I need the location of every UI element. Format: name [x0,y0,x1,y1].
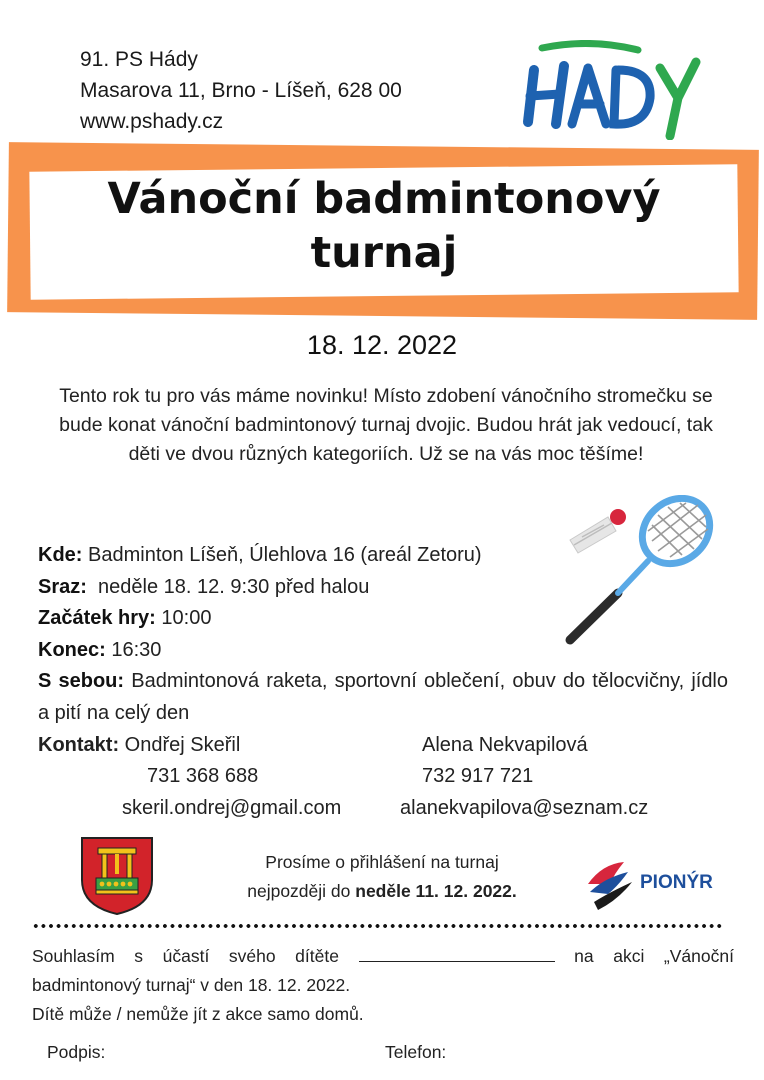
registration-notice [200,848,564,906]
event-title [30,172,738,280]
start-label: Začátek hry: [38,607,156,629]
signature-label[interactable]: Podpis: [47,1042,106,1062]
event-title-line1: Vánoční badmintonový [107,174,661,224]
notice-line2-prefix: nejpozději do [247,881,351,901]
contact-person1-name: Ondřej Skeřil [124,734,241,756]
bring-value: Badmintonová raketa, sportovní oblečení, obuv do tělocvičny, jídlo a pití na celý den [38,670,729,724]
contact-person2-name: Alena Nekvapilová [422,734,588,756]
dotted-separator [32,922,722,934]
organization-address: Masarova 11, Brno - Líšeň, 628 00 [80,79,402,102]
contact-person2-email[interactable]: alanekvapilova@seznam.cz [400,797,649,819]
contact-person1-row [38,734,240,757]
start-value: 10:00 [161,607,212,629]
pionyr-logo-icon [584,858,636,912]
contact-person2-phone[interactable]: 732 917 721 [422,765,534,787]
consent-line2: badmintonový turnaj“ v den 18. 12. 2022. [32,975,351,995]
contact-person1-phone[interactable]: 731 368 688 [147,765,259,787]
hady-logo [520,40,710,140]
where-value: Badminton Líšeň, Úlehlova 16 (areál Zetoru) [88,544,482,566]
consent-part2: na akci „Vánoční [574,946,734,966]
intro-text: Tento rok tu pro vás máme novinku! Místo zdobení vánočního stromečku se bude konat vánoční badmintonový turnaj dvojic. Budou hrát jak vedoucí, tak děti ve dvou různých kategoriích. Už se na vás moc těšíme! [59,385,713,465]
phone-label[interactable]: Telefon: [385,1042,447,1062]
notice-deadline: neděle 11. 12. 2022. [355,881,517,901]
organization-website[interactable]: www.pshady.cz [80,110,224,133]
notice-line2 [200,877,564,906]
end-value: 16:30 [111,638,162,661]
where-row [38,540,728,572]
meet-row [38,572,728,604]
consent-form [32,942,734,1029]
start-row [38,603,728,635]
where-label: Kde: [38,544,83,566]
organization-info [80,44,402,137]
contact-label: Kontakt: [38,734,120,756]
notice-line1: Prosíme o přihlášení na turnaj [265,852,499,872]
pionyr-logo-text: PIONÝR [640,872,713,893]
end-label: Konec: [38,638,106,661]
coat-of-arms-icon [80,836,154,916]
contact-person1-email[interactable]: skeril.ondrej@gmail.com [122,797,342,819]
bring-label: S sebou: [38,670,125,692]
child-name-blank[interactable] [359,944,555,962]
meet-label: Sraz: [38,575,87,598]
consent-line1 [32,942,734,971]
meet-value: neděle 18. 12. 9:30 před halou [98,575,370,598]
bring-row [38,666,728,729]
end-row [38,635,728,667]
event-details [38,540,728,729]
event-title-line2: turnaj [310,228,458,278]
consent-line3: Dítě může / nemůže jít z akce samo domů. [32,1004,364,1024]
consent-part1: Souhlasím s účastí svého dítěte [32,946,339,966]
event-date: 18. 12. 2022 [306,330,458,360]
organization-name: 91. PS Hády [80,48,198,71]
